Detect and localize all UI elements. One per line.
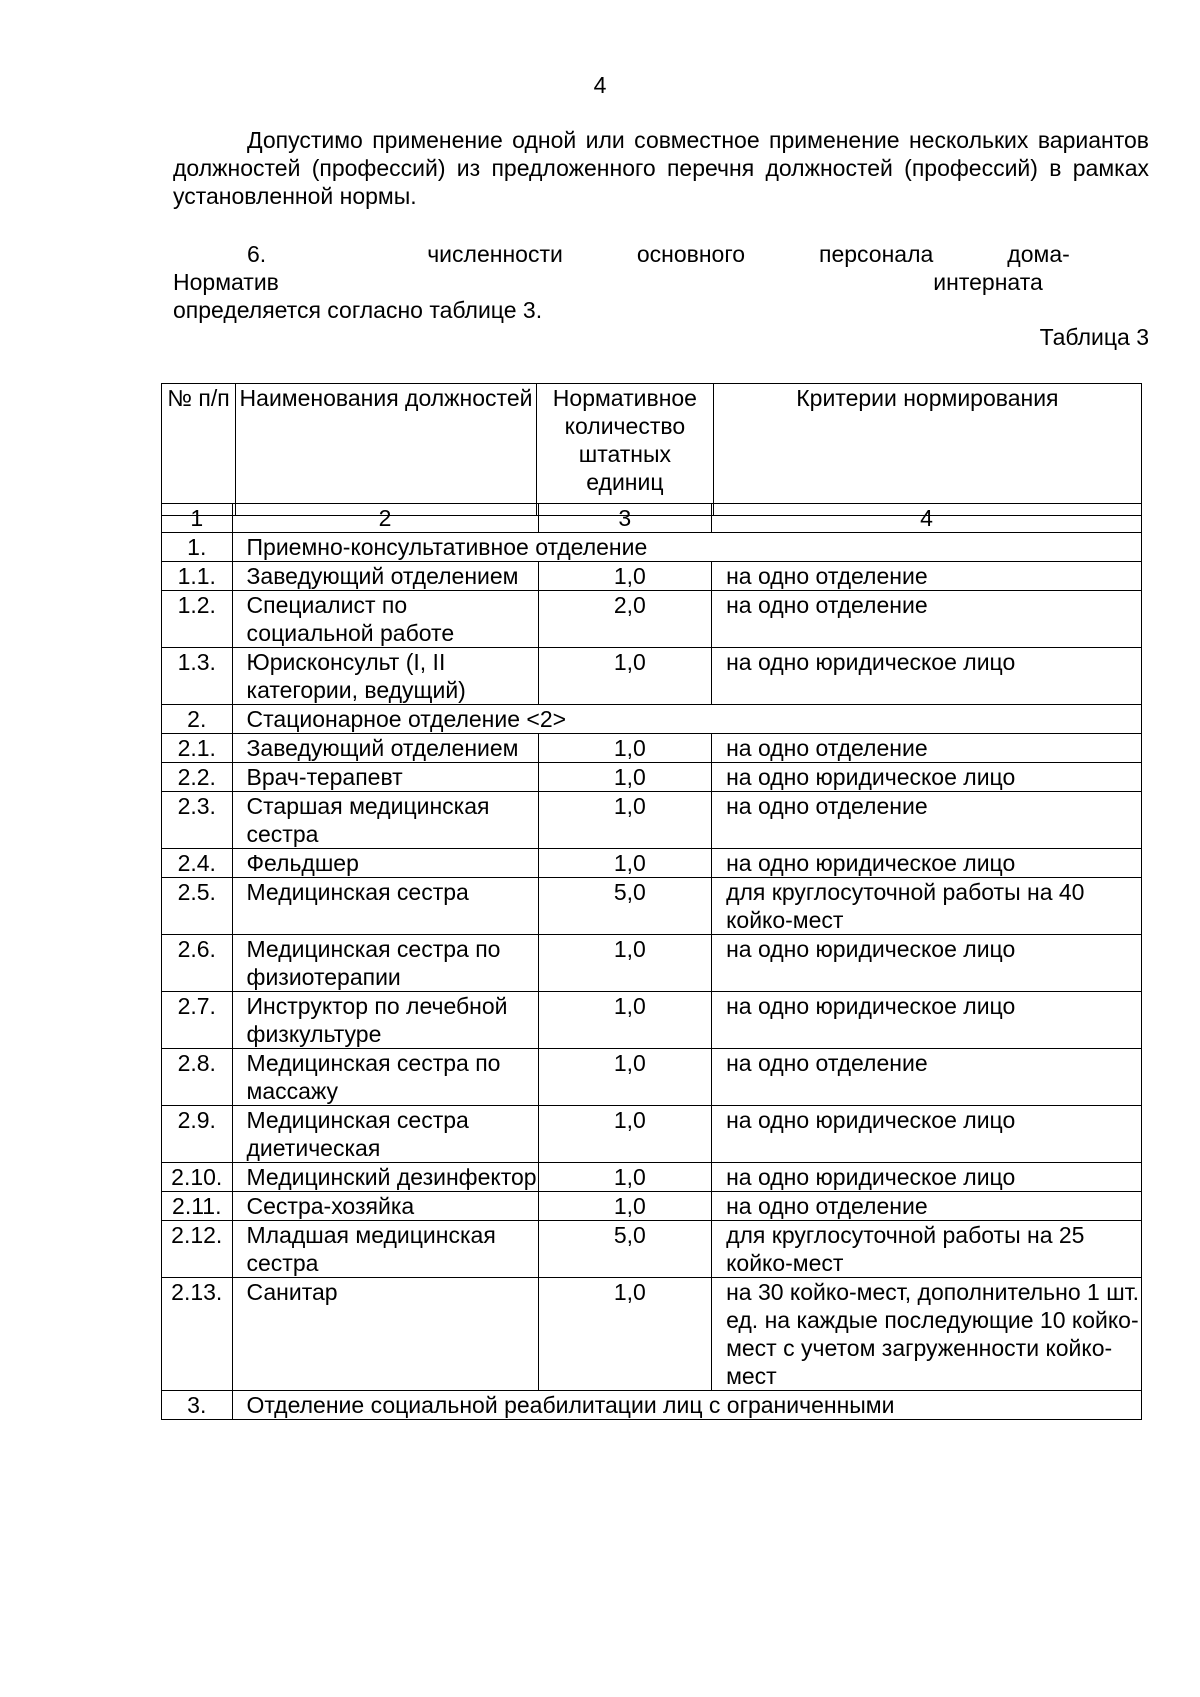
staff-count: 1,0: [538, 734, 712, 763]
row-number: 2.11.: [162, 1192, 233, 1221]
column-number: 1: [162, 504, 233, 533]
position-name: Фельдшер: [232, 849, 538, 878]
table-row: [162, 562, 1142, 591]
position-name: Сестра-хозяйка: [232, 1192, 538, 1221]
staffing-table-body: [162, 504, 1142, 1420]
staff-count: 1,0: [538, 648, 712, 705]
position-name: Медицинская сестра диетическая: [232, 1106, 538, 1163]
norm-criteria: на одно отделение: [712, 1192, 1142, 1221]
position-name: Медицинская сестра по массажу: [232, 1049, 538, 1106]
position-name: Юрисконсульт (I, II категории, ведущий): [232, 648, 538, 705]
position-name: Заведующий отделением: [232, 562, 538, 591]
norm-criteria: на 30 койко-мест, дополнительно 1 шт. ед. на каждые последующие 10 койко-мест с учетом загруженности койко-мест: [712, 1278, 1142, 1391]
header-row: [162, 384, 1142, 516]
column-number: 3: [538, 504, 712, 533]
header-name: Наименования должностей: [236, 384, 537, 516]
table-row: [162, 1278, 1142, 1391]
staff-count: 1,0: [538, 792, 712, 849]
word: персонала: [819, 241, 934, 267]
staff-count: 1,0: [538, 763, 712, 792]
page-number: 4: [593, 72, 607, 98]
norm-criteria: на одно юридическое лицо: [712, 648, 1142, 705]
table-row: [162, 648, 1142, 705]
section-row: [162, 705, 1142, 734]
table-row: [162, 935, 1142, 992]
staff-count: 5,0: [538, 1221, 712, 1278]
column-number: 2: [232, 504, 538, 533]
table-row: [162, 1221, 1142, 1278]
row-number: 1.1.: [162, 562, 233, 591]
position-name: Инструктор по лечебной физкультуре: [232, 992, 538, 1049]
norm-criteria: на одно юридическое лицо: [712, 992, 1142, 1049]
row-number: 2.3.: [162, 792, 233, 849]
table-row: [162, 792, 1142, 849]
norm-criteria: на одно юридическое лицо: [712, 763, 1142, 792]
paragraph-variants: Допустимо применение одной или совместное применение нескольких вариантов должностей (профессий) из предложенного перечня должностей (профессий) в рамках установленной нормы.: [173, 127, 1149, 209]
row-number: 2.8.: [162, 1049, 233, 1106]
position-name: Заведующий отделением: [232, 734, 538, 763]
norm-criteria: на одно юридическое лицо: [712, 935, 1142, 992]
row-number: 2.12.: [162, 1221, 233, 1278]
section-title: Стационарное отделение <2>: [232, 705, 1141, 734]
section-row: [162, 1391, 1142, 1420]
position-name: Врач-терапевт: [232, 763, 538, 792]
row-number: 2.4.: [162, 849, 233, 878]
norm-criteria: на одно отделение: [712, 591, 1142, 648]
staff-count: 5,0: [538, 878, 712, 935]
row-number: 2.1.: [162, 734, 233, 763]
section-title: Приемно-консультативное отделение: [232, 533, 1141, 562]
header-criteria: Критерии нормирования: [713, 384, 1141, 516]
staff-count: 1,0: [538, 1192, 712, 1221]
staff-count: 1,0: [538, 849, 712, 878]
word: 6. Норматив: [173, 241, 279, 295]
table-header: [161, 383, 1142, 516]
norm-criteria: для круглосуточной работы на 40 койко-мест: [712, 878, 1142, 935]
staff-count: 1,0: [538, 992, 712, 1049]
staff-count: 1,0: [538, 562, 712, 591]
position-name: Медицинский дезинфектор: [232, 1163, 538, 1192]
norm-criteria: на одно отделение: [712, 792, 1142, 849]
staff-count: 1,0: [538, 1278, 712, 1391]
table-row: [162, 763, 1142, 792]
paragraph-norm-line2: определяется согласно таблице 3.: [173, 297, 543, 323]
position-name: Медицинская сестра: [232, 878, 538, 935]
word: дома-интерната: [933, 241, 1070, 295]
section-title: Отделение социальной реабилитации лиц с ограниченными: [232, 1391, 1141, 1420]
row-number: 2.5.: [162, 878, 233, 935]
row-number: 1.: [162, 533, 233, 562]
staff-count: 2,0: [538, 591, 712, 648]
table-row: [162, 992, 1142, 1049]
position-name: Санитар: [232, 1278, 538, 1391]
position-name: Старшая медицинская сестра: [232, 792, 538, 849]
header-num: № п/п: [162, 384, 236, 516]
paragraph-norm: [173, 240, 1149, 324]
column-number-row: [162, 504, 1142, 533]
position-name: Специалист по социальной работе: [232, 591, 538, 648]
row-number: 2.7.: [162, 992, 233, 1049]
position-name: Медицинская сестра по физиотерапии: [232, 935, 538, 992]
norm-criteria: на одно юридическое лицо: [712, 1106, 1142, 1163]
paragraph-norm-line1: [173, 240, 1149, 296]
table-row: [162, 878, 1142, 935]
row-number: 1.3.: [162, 648, 233, 705]
row-number: 2.13.: [162, 1278, 233, 1391]
norm-criteria: для круглосуточной работы на 25 койко-мест: [712, 1221, 1142, 1278]
row-number: 2.10.: [162, 1163, 233, 1192]
staffing-table: [161, 503, 1142, 1420]
row-number: 1.2.: [162, 591, 233, 648]
word: численности: [427, 241, 563, 267]
norm-criteria: на одно юридическое лицо: [712, 849, 1142, 878]
row-number: 2.9.: [162, 1106, 233, 1163]
staff-count: 1,0: [538, 1163, 712, 1192]
table-row: [162, 734, 1142, 763]
table-row: [162, 1192, 1142, 1221]
table-row: [162, 1049, 1142, 1106]
norm-criteria: на одно отделение: [712, 562, 1142, 591]
staff-count: 1,0: [538, 1106, 712, 1163]
norm-criteria: на одно отделение: [712, 734, 1142, 763]
table-row: [162, 591, 1142, 648]
table-row: [162, 1106, 1142, 1163]
staff-count: 1,0: [538, 935, 712, 992]
section-row: [162, 533, 1142, 562]
staff-count: 1,0: [538, 1049, 712, 1106]
table-caption: Таблица 3: [1039, 324, 1149, 350]
table-row: [162, 849, 1142, 878]
norm-criteria: на одно отделение: [712, 1049, 1142, 1106]
norm-criteria: на одно юридическое лицо: [712, 1163, 1142, 1192]
row-number: 2.: [162, 705, 233, 734]
word: основного: [636, 241, 745, 267]
table-row: [162, 1163, 1142, 1192]
row-number: 2.6.: [162, 935, 233, 992]
header-count: Нормативное количество штатных единиц: [537, 384, 714, 516]
row-number: 2.2.: [162, 763, 233, 792]
position-name: Младшая медицинская сестра: [232, 1221, 538, 1278]
row-number: 3.: [162, 1391, 233, 1420]
column-number: 4: [712, 504, 1142, 533]
